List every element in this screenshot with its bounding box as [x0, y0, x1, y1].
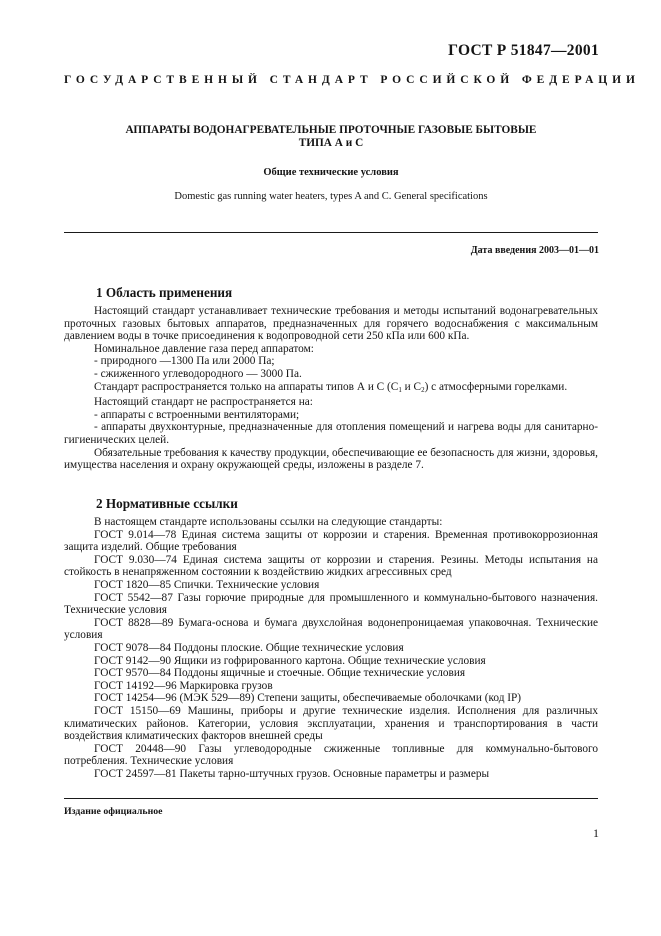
- reference-item: ГОСТ 9.030—74 Единая система защиты от коррозии и старения. Резины. Методы испытания на стойкость в ненапряженном состоянии к воздействию жидких агрессивных сред: [64, 553, 598, 579]
- state-standard-banner: ГОСУДАРСТВЕННЫЙ СТАНДАРТ РОССИЙСКОЙ ФЕДЕРАЦИИ: [64, 74, 640, 86]
- list-item: - аппараты двухконтурные, предназначенные для отопления помещений и нагрева воды для санитарно-гигиенических целей.: [64, 421, 598, 446]
- edition-note: Издание официальное: [64, 806, 163, 817]
- paragraph: Настоящий стандарт устанавливает технические требования и методы испытаний водонагревательных проточных газовых бытовых аппаратов, предназначенных для горячего водоснабжения с максимальным давлением воды в точке присоединения к водопроводной сети 250 кПа или 600 кПа.: [64, 305, 598, 343]
- paragraph: Настоящий стандарт не распространяется на:: [94, 396, 313, 409]
- introduction-date: Дата введения 2003—01—01: [470, 245, 599, 256]
- reference-item: ГОСТ 14254—96 (МЭК 529—89) Степени защиты, обеспечиваемые оболочками (код IP): [94, 692, 522, 705]
- list-item: - природного —1300 Па или 2000 Па;: [94, 355, 275, 368]
- reference-item: ГОСТ 9078—84 Поддоны плоские. Общие технические условия: [94, 641, 404, 654]
- paragraph: Стандарт распространяется только на аппараты типов А и С ($С_1$ и $С_2$) с атмосферными горелками.: [94, 380, 568, 394]
- reference-item: ГОСТ 5542—87 Газы горючие природные для промышленного и коммунально-бытового назначения. Технические условия: [64, 591, 598, 617]
- reference-item: ГОСТ 9570—84 Поддоны ящичные и стоечные. Общие технические условия: [94, 667, 466, 680]
- reference-item: ГОСТ 8828—89 Бумага-основа и бумага двухслойная водонепроницаемая упаковочная. Технические условия: [64, 616, 598, 642]
- document-code: ГОСТ Р 51847—2001: [448, 42, 599, 59]
- reference-item: ГОСТ 1820—85 Спички. Технические условия: [94, 578, 320, 591]
- section-1-body: [64, 305, 598, 472]
- top-divider: [64, 232, 598, 233]
- english-title: Domestic gas running water heaters, types A and C. General specifications: [174, 191, 488, 202]
- reference-item: ГОСТ 9142—90 Ящики из гофрированного картона. Общие технические условия: [94, 654, 486, 667]
- reference-item: ГОСТ 15150—69 Машины, приборы и другие технические изделия. Исполнения для различных климатических районов. Категории, условия эксплуатации, хранения и транспортирования в части воздействия климатических факторов внешней среды: [64, 704, 598, 743]
- bottom-divider: [64, 798, 598, 799]
- paragraph: Обязательные требования к качеству продукции, обеспечивающие ее безопасность для жизни, здоровья, имущества населения и охрану окружающей среды, изложены в разделе 7.: [64, 446, 598, 472]
- section-2-heading: 2 Нормативные ссылки: [96, 496, 238, 511]
- reference-item: ГОСТ 24597—81 Пакеты тарно-штучных грузов. Основные параметры и размеры: [94, 767, 490, 780]
- reference-item: ГОСТ 9.014—78 Единая система защиты от коррозии и старения. Временная противокоррозионная защита изделий. Общие требования: [64, 528, 598, 554]
- section-2-body: [64, 516, 598, 780]
- list-item: - сжиженного углеводородного — 3000 Па.: [94, 367, 302, 380]
- title-line-1: АППАРАТЫ ВОДОНАГРЕВАТЕЛЬНЫЕ ПРОТОЧНЫЕ ГАЗОВЫЕ БЫТОВЫЕ: [125, 124, 537, 136]
- paragraph: В настоящем стандарте использованы ссылки на следующие стандарты:: [94, 516, 443, 528]
- reference-item: ГОСТ 20448—90 Газы углеводородные сжиженные топливные для коммунально-бытового потребления. Технические условия: [64, 742, 598, 768]
- section-1-heading: 1 Область применения: [96, 285, 233, 300]
- list-item: - аппараты с встроенными вентиляторами;: [94, 408, 300, 421]
- reference-item: ГОСТ 14192—96 Маркировка грузов: [94, 679, 273, 692]
- document-subtitle: Общие технические условия: [263, 167, 399, 178]
- document-title: [64, 124, 598, 150]
- page-number: 1: [593, 826, 599, 840]
- title-line-2: ТИПА А и С: [298, 137, 364, 149]
- paragraph: Номинальное давление газа перед аппаратом:: [94, 342, 314, 355]
